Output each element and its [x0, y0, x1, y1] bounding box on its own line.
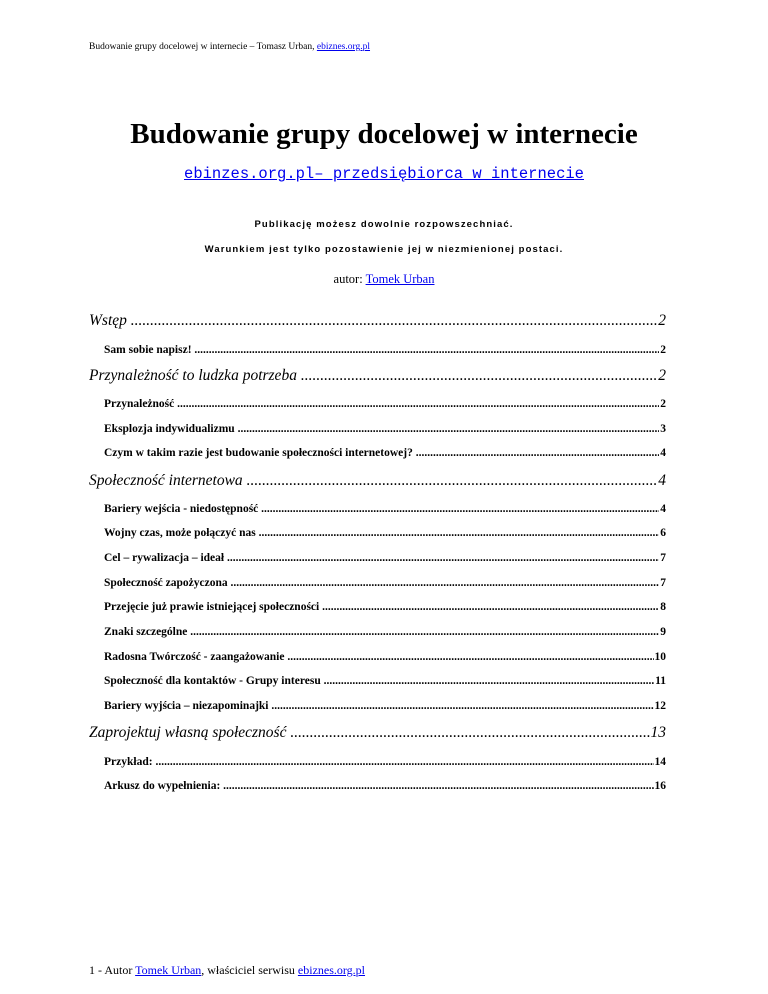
- author-link[interactable]: Tomek Urban: [365, 272, 435, 286]
- toc-entry-cel-rywalizacja[interactable]: Cel – rywalizacja – ideał ..... 7: [89, 552, 666, 564]
- toc-entry-wstep[interactable]: Wstęp ..... 2: [89, 312, 666, 330]
- header-site-link[interactable]: ebiznes.org.pl: [316, 42, 371, 52]
- running-header: [89, 42, 370, 52]
- author-line: [0, 272, 768, 287]
- toc-entry-czym-w-takim-razie[interactable]: Czym w takim razie jest budowanie społeczności internetowej? ..... 4: [89, 447, 666, 459]
- document-title: Budowanie grupy docelowej w internecie: [130, 118, 638, 150]
- toc-entry-przejecie[interactable]: Przejęcie już prawie istniejącej społeczności ..... 8: [89, 601, 666, 613]
- author-label: autor:: [333, 272, 366, 286]
- toc-entry-arkusz[interactable]: Arkusz do wypełnienia: ..... 16: [89, 780, 666, 792]
- toc-entry-bariery-wejscia[interactable]: Bariery wejścia - niedostępność ..... 4: [89, 503, 666, 515]
- license-notice-line-1: Publikację możesz dowolnie rozpowszechniać.: [254, 219, 514, 230]
- toc-entry-przynaleznosc[interactable]: Przynależność ..... 2: [89, 398, 666, 410]
- subtitle-link[interactable]: ebinzes.org.pl– przedsiębiorca w internecie: [184, 165, 584, 183]
- footer-site-link[interactable]: ebiznes.org.pl: [297, 963, 366, 977]
- toc-entry-wojny-czas[interactable]: Wojny czas, może połączyć nas ..... 6: [89, 527, 666, 539]
- toc-entry-radosna-tworczosc[interactable]: Radosna Twórczość - zaangażowanie ..... 10: [89, 651, 666, 663]
- toc-entry-grupy-interesu[interactable]: Społeczność dla kontaktów - Grupy interesu ..... 11: [89, 675, 666, 687]
- toc-entry-przyklad[interactable]: Przykład: ..... 14: [89, 756, 666, 768]
- toc-entry-zaprojektuj[interactable]: Zaprojektuj własną społeczność ..... 13: [89, 724, 666, 742]
- toc-entry-eksplozja[interactable]: Eksplozja indywidualizmu ..... 3: [89, 423, 666, 435]
- toc-entry-spolecznosc-internetowa[interactable]: Społeczność internetowa ..... 4: [89, 472, 666, 490]
- toc-entry-bariery-wyjscia[interactable]: Bariery wyjścia – niezapominajki ..... 12: [89, 700, 666, 712]
- toc-entry-przynaleznosc-potrzeba[interactable]: Przynależność to ludzka potrzeba ..... 2: [89, 367, 666, 385]
- toc-entry-spolecznosc-zapozyczona[interactable]: Społeczność zapożyczona ..... 7: [89, 577, 666, 589]
- license-notice-line-2: Warunkiem jest tylko pozostawienie jej w niezmienionej postaci.: [204, 244, 564, 255]
- footer-prefix: 1 - Autor: [89, 963, 136, 977]
- page-footer: [89, 963, 365, 978]
- toc-entry-sam-sobie-napisz[interactable]: Sam sobie napisz! ..... 2: [89, 344, 666, 356]
- footer-middle: , właściciel serwisu: [201, 963, 298, 977]
- header-text: Budowanie grupy docelowej w internecie – Tomasz Urban,: [89, 42, 317, 52]
- footer-author-link[interactable]: Tomek Urban: [135, 963, 202, 977]
- toc-entry-znaki-szczegolne[interactable]: Znaki szczególne ..... 9: [89, 626, 666, 638]
